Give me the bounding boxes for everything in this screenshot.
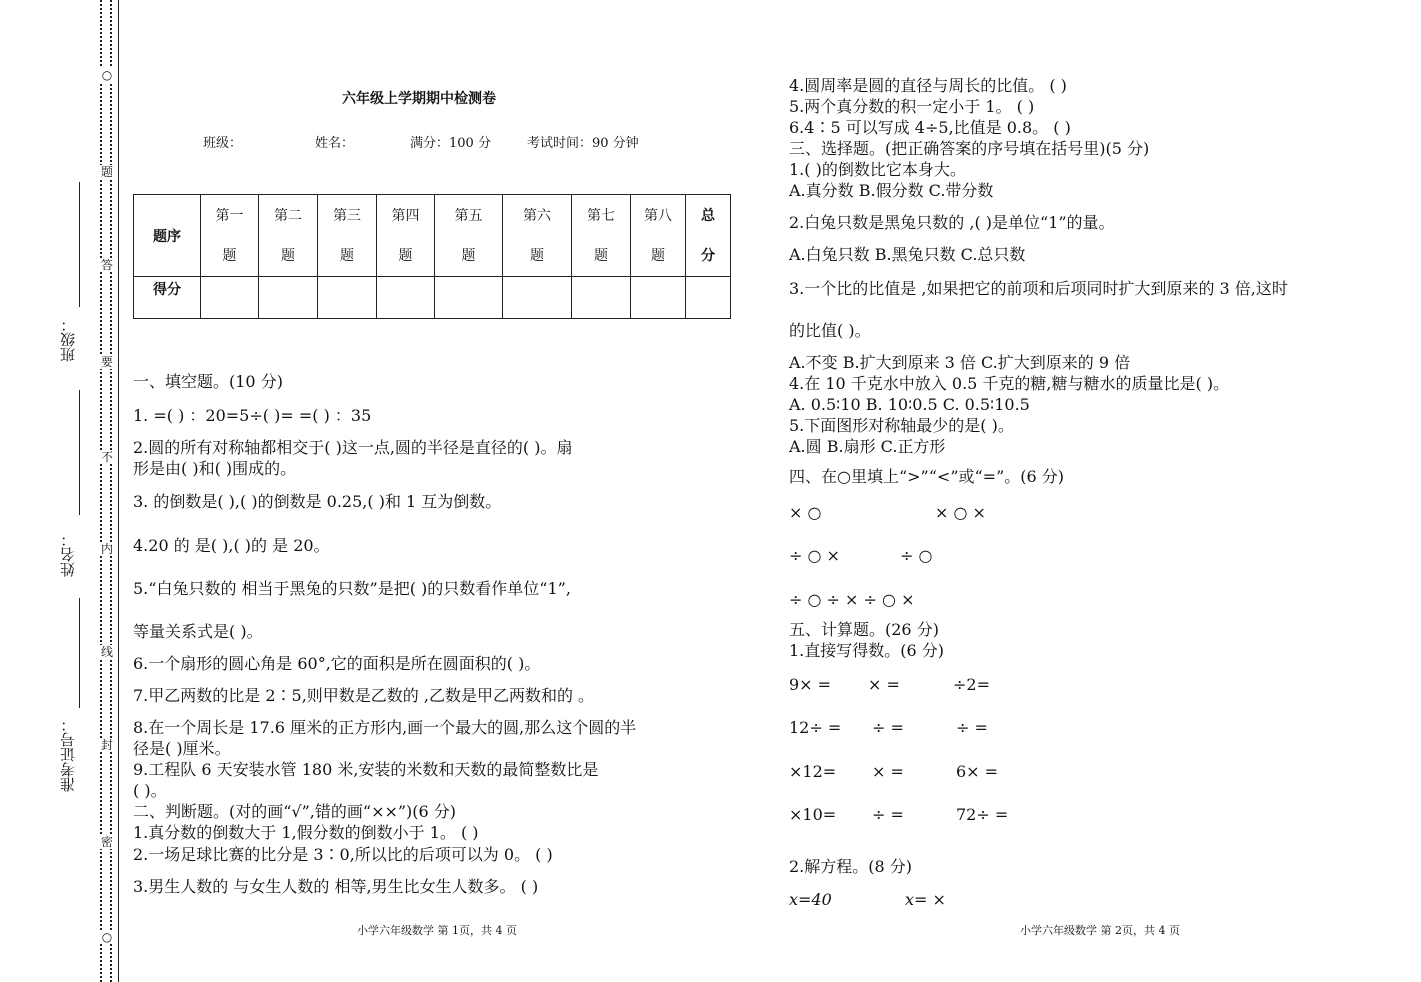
options-line: A. 0.5∶10 B. 10∶0.5 C. 0.5∶10.5 bbox=[789, 395, 1030, 414]
equation-item: x= × bbox=[905, 890, 946, 909]
seal-mark: 题 bbox=[97, 165, 117, 179]
question-line: 5.下面图形对称轴最少的是( )。 bbox=[789, 416, 1014, 435]
exam-id-label: 准考证号： bbox=[59, 717, 77, 793]
calc-item: ×12= bbox=[789, 762, 837, 781]
calc-item: ÷ = bbox=[872, 718, 904, 737]
compare-item: ÷ ○ × bbox=[789, 546, 840, 565]
calc-item: 9× = bbox=[789, 675, 832, 694]
binding-margin bbox=[0, 0, 118, 982]
column-header: 第二 题 bbox=[259, 195, 318, 277]
question-line: 形是由( )和( )围成的。 bbox=[133, 459, 297, 478]
compare-item: ÷ ○ bbox=[900, 546, 933, 565]
exam-title: 六年级上学期期中检测卷 bbox=[342, 91, 496, 107]
question-line: 6.4∶5 可以写成 4÷5,比值是 0.8。 ( ) bbox=[789, 118, 1071, 137]
score-cell[interactable] bbox=[377, 277, 435, 319]
name-label: 姓名： bbox=[59, 532, 77, 578]
options-line: A.白兔只数 B.黑兔只数 C.总只数 bbox=[789, 245, 1026, 264]
page-footer-right: 小学六年级数学 第 2页，共 4 页 bbox=[1020, 924, 1180, 937]
exam-time: 考试时间：90 分钟 bbox=[527, 136, 639, 151]
column-header: 第一 题 bbox=[201, 195, 259, 277]
seal-mark: ○ bbox=[97, 930, 117, 944]
question-line: 等量关系式是( )。 bbox=[133, 622, 263, 641]
calc-item: × = bbox=[868, 675, 900, 694]
question-line: 4.20 的 是( ),( )的 是 20。 bbox=[133, 536, 330, 555]
column-header-total: 总 分 bbox=[686, 195, 731, 277]
question-line: 5.“白兔只数的 相当于黑兔的只数”是把( )的只数看作单位“1”, bbox=[133, 579, 571, 598]
section-calc: 五、计算题。(26 分) bbox=[789, 620, 939, 639]
calc-item: ÷2= bbox=[953, 675, 990, 694]
seal-mark: 要 bbox=[97, 355, 117, 369]
section-fill-blank: 一、填空题。(10 分) bbox=[133, 372, 283, 391]
question-line: 4.在 10 千克水中放入 0.5 千克的糖,糖与糖水的质量比是( )。 bbox=[789, 374, 1230, 393]
margin-border bbox=[118, 0, 119, 982]
question-line: 7.甲乙两数的比是 2∶5,则甲数是乙数的 ,乙数是甲乙两数和的 。 bbox=[133, 686, 595, 705]
full-score: 满分：100 分 bbox=[410, 136, 491, 151]
calc-item: ÷ = bbox=[956, 718, 988, 737]
seal-mark: 密 bbox=[97, 835, 117, 849]
score-table bbox=[133, 194, 731, 319]
calc-item: × = bbox=[872, 762, 904, 781]
column-header: 第七 题 bbox=[572, 195, 631, 277]
options-line: A.圆 B.扇形 C.正方形 bbox=[789, 437, 946, 456]
question-line: 5.两个真分数的积一定小于 1。 ( ) bbox=[789, 97, 1035, 116]
exam-id-fill-line bbox=[79, 598, 80, 708]
seal-mark: 答 bbox=[97, 258, 117, 272]
calc-item: 12÷ = bbox=[789, 718, 842, 737]
options-line: A.不变 B.扩大到原来 3 倍 C.扩大到原来的 9 倍 bbox=[789, 353, 1131, 372]
question-line: 1.真分数的倒数大于 1,假分数的倒数小于 1。 ( ) bbox=[133, 823, 479, 842]
column-header: 第四 题 bbox=[377, 195, 435, 277]
score-row-label: 得分 bbox=[134, 277, 201, 319]
score-cell[interactable] bbox=[435, 277, 503, 319]
section-judge: 二、判断题。(对的画“√”,错的画“××”)(6 分) bbox=[133, 802, 457, 821]
question-line: ( )。 bbox=[133, 781, 167, 800]
compare-item: × ○ × bbox=[935, 503, 986, 522]
question-line: 2.一场足球比赛的比分是 3∶0,所以比的后项可以为 0。 ( ) bbox=[133, 845, 553, 864]
row-header-cell: 题序 bbox=[134, 195, 201, 277]
page-footer-left: 小学六年级数学 第 1页，共 4 页 bbox=[357, 924, 517, 937]
class-field-label: 班级： bbox=[203, 136, 243, 151]
equation-title: 2.解方程。(8 分) bbox=[789, 857, 913, 876]
class-fill-line bbox=[79, 182, 80, 307]
question-line: 径是( )厘米。 bbox=[133, 739, 231, 758]
question-line: 1. =( ) ：20=5÷( )= =( ) ：35 bbox=[133, 406, 372, 425]
question-line: 3. 的倒数是( ),( )的倒数是 0.25,( )和 1 互为倒数。 bbox=[133, 492, 502, 511]
seal-mark: ○ bbox=[97, 68, 117, 82]
calc-item: 6× = bbox=[956, 762, 999, 781]
question-line: 9.工程队 6 天安装水管 180 米,安装的米数和天数的最简整数比是 bbox=[133, 760, 599, 779]
question-line: 8.在一个周长是 17.6 厘米的正方形内,画一个最大的圆,那么这个圆的半 bbox=[133, 718, 637, 737]
calc-item: ×10= bbox=[789, 805, 837, 824]
seal-mark: 封 bbox=[97, 738, 117, 752]
compare-item: × ○ bbox=[789, 503, 822, 522]
section-choice: 三、选择题。(把正确答案的序号填在括号里)(5 分) bbox=[789, 139, 1150, 158]
question-line: 3.男生人数的 与女生人数的 相等,男生比女生人数多。 ( ) bbox=[133, 877, 539, 896]
question-line: 2.白兔只数是黑兔只数的 ,( )是单位“1”的量。 bbox=[789, 213, 1115, 232]
question-line: 1.( )的倒数比它本身大。 bbox=[789, 160, 966, 179]
question-line: 4.圆周率是圆的直径与周长的比值。 ( ) bbox=[789, 76, 1067, 95]
score-cell[interactable] bbox=[631, 277, 686, 319]
section-compare: 四、在○里填上“>”“<”或“=”。(6 分) bbox=[789, 467, 1065, 486]
options-line: A.真分数 B.假分数 C.带分数 bbox=[789, 181, 994, 200]
column-header: 第六 题 bbox=[503, 195, 572, 277]
seal-mark: 不 bbox=[97, 450, 117, 464]
seal-mark: 线 bbox=[97, 645, 117, 659]
equation-item: x=40 bbox=[789, 890, 832, 909]
score-cell[interactable] bbox=[318, 277, 377, 319]
name-fill-line bbox=[79, 390, 80, 515]
score-cell[interactable] bbox=[686, 277, 731, 319]
score-cell[interactable] bbox=[503, 277, 572, 319]
question-line: 3.一个比的比值是 ,如果把它的前项和后项同时扩大到原来的 3 倍,这时 bbox=[789, 279, 1288, 298]
calc-item: ÷ = bbox=[872, 805, 904, 824]
question-line: 6.一个扇形的圆心角是 60°,它的面积是所在圆面积的( )。 bbox=[133, 654, 541, 673]
score-cell[interactable] bbox=[572, 277, 631, 319]
score-cell[interactable] bbox=[201, 277, 259, 319]
column-header: 第八 题 bbox=[631, 195, 686, 277]
score-cell[interactable] bbox=[259, 277, 318, 319]
question-line: 2.圆的所有对称轴都相交于( )这一点,圆的半径是直径的( )。扇 bbox=[133, 438, 573, 457]
column-header: 第五 题 bbox=[435, 195, 503, 277]
name-field-label: 姓名： bbox=[315, 136, 355, 151]
column-header: 第三 题 bbox=[318, 195, 377, 277]
calc-item: 72÷ = bbox=[956, 805, 1009, 824]
compare-item: ÷ ○ ÷ × ÷ ○ × bbox=[789, 590, 915, 609]
class-label: 班级： bbox=[59, 317, 77, 363]
calc-title: 1.直接写得数。(6 分) bbox=[789, 641, 945, 660]
question-line: 的比值( )。 bbox=[789, 321, 871, 340]
seal-mark: 内 bbox=[97, 542, 117, 556]
